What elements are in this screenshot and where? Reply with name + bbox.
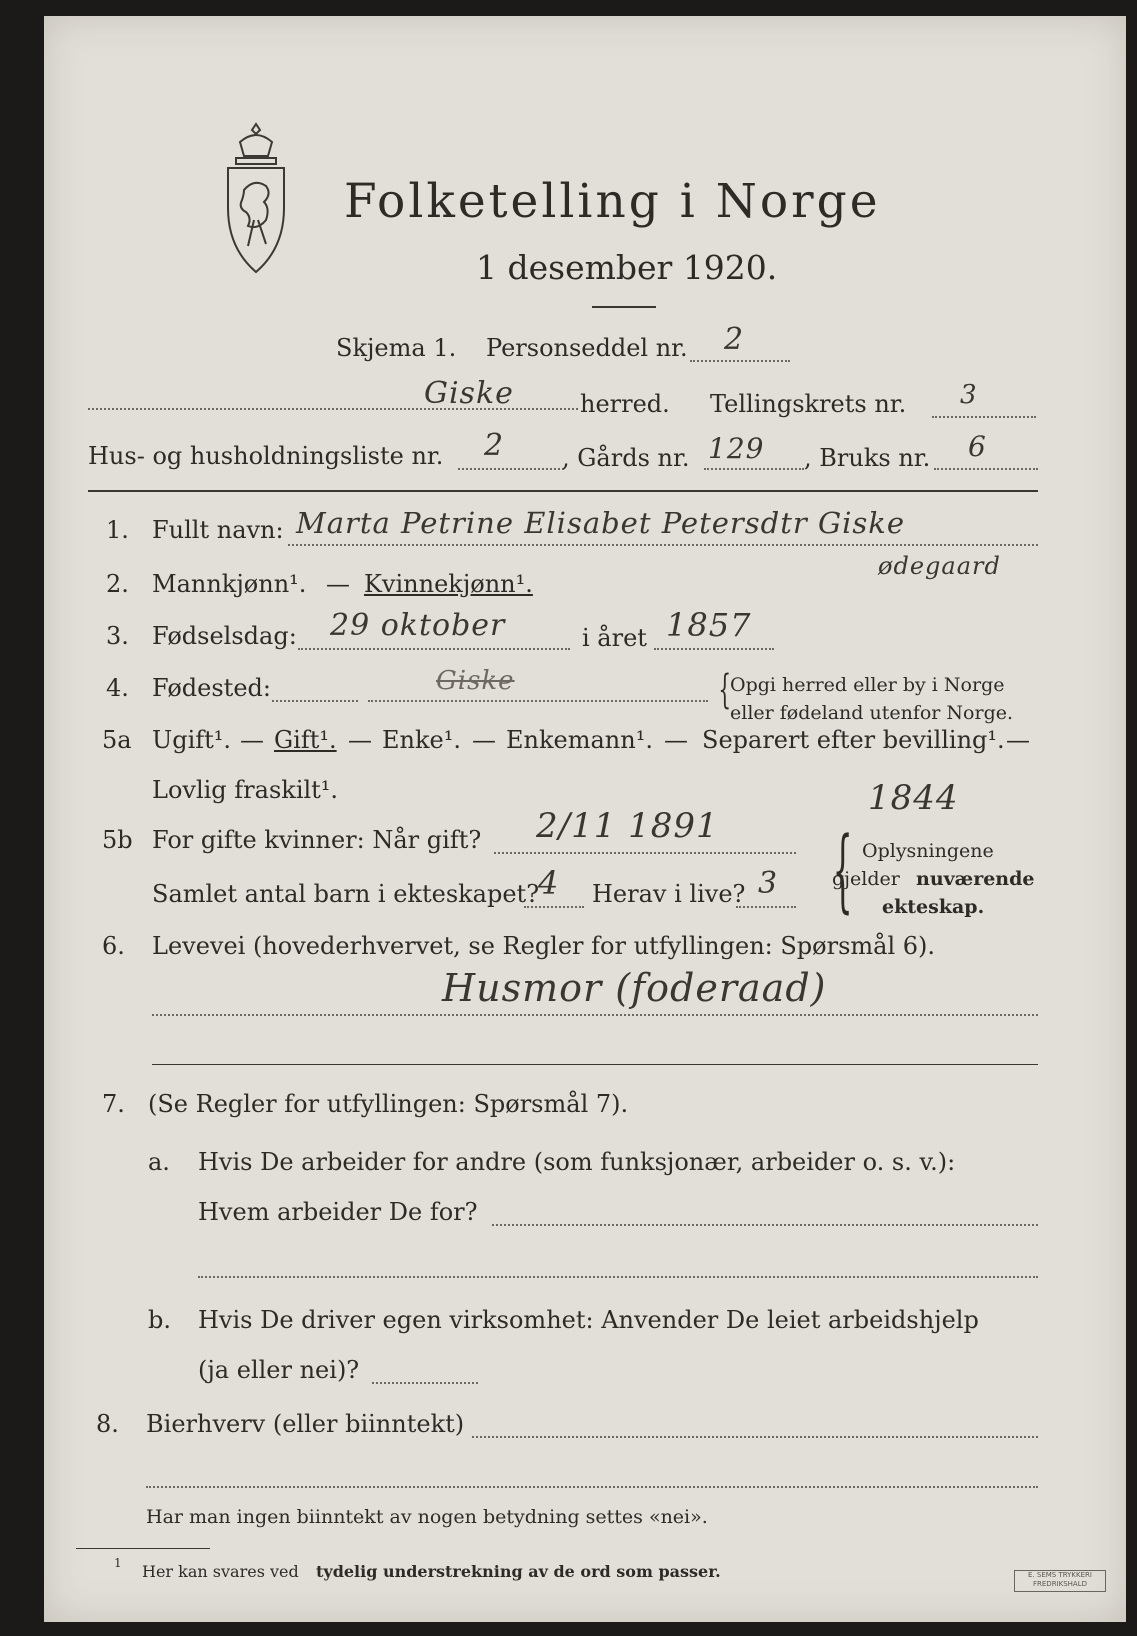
q5a-dash-4: — <box>664 726 688 754</box>
hus-line <box>458 468 564 470</box>
q5a-number: 5a <box>102 726 132 754</box>
hus-label: Hus- og husholdningsliste nr. <box>88 442 444 470</box>
q6-number: 6. <box>102 932 125 960</box>
q5a-dash-5: — <box>1006 726 1030 754</box>
gards-line <box>704 468 804 470</box>
q5a-ugift: Ugift¹. <box>152 726 232 754</box>
q5b-live-value[interactable]: 3 <box>758 866 779 901</box>
q5b-live-label: Herav i live? <box>592 880 746 908</box>
q8-line-1 <box>472 1436 1038 1438</box>
q1-value-2[interactable]: ødegaard <box>878 552 1001 580</box>
q4-line-a <box>272 700 358 702</box>
footnote-text-a: Her kan svares ved <box>142 1562 299 1581</box>
q7a-text: Hvis De arbeider for andre (som funksjonær, arbeider o. s. v.): <box>198 1148 956 1176</box>
q5a-gift[interactable]: Gift¹. <box>274 726 337 754</box>
q6-value[interactable]: Husmor (foderaad) <box>442 966 827 1010</box>
q3-number: 3. <box>106 622 129 650</box>
personseddel-label: Personseddel nr. <box>486 334 688 362</box>
q5b-note-2b: nuværende <box>916 868 1035 890</box>
q7-number: 7. <box>102 1090 125 1118</box>
q4-label: Fødested: <box>152 674 271 702</box>
q5a-dash-3: — <box>472 726 496 754</box>
q8-label: Bierhverv (eller biinntekt) <box>146 1410 465 1438</box>
q7b-question: (ja eller nei)? <box>198 1356 360 1384</box>
bruks-value[interactable]: 6 <box>968 430 987 463</box>
tellingskrets-line <box>932 416 1036 418</box>
q2-mann: Mannkjønn¹. <box>152 570 307 598</box>
tellingskrets-label: Tellingskrets nr. <box>710 390 907 418</box>
q5b-note-1: Oplysningene <box>862 840 994 862</box>
q5b-barn-value[interactable]: 4 <box>538 864 560 902</box>
q3-label: Fødselsdag: <box>152 622 297 650</box>
q8-number: 8. <box>96 1410 119 1438</box>
bruks-line <box>934 468 1038 470</box>
bruks-label: , Bruks nr. <box>804 444 931 472</box>
q5a-lovlig: Lovlig fraskilt¹. <box>152 776 339 804</box>
personseddel-value[interactable]: 2 <box>724 322 745 357</box>
footnote-mark: 1 <box>114 1556 122 1570</box>
q7a-letter: a. <box>148 1148 170 1176</box>
personseddel-line <box>690 360 790 362</box>
q5a-annotation[interactable]: 1844 <box>868 778 959 818</box>
q5a-separert: Separert efter bevilling¹. <box>702 726 1005 754</box>
q4-line-b <box>368 700 708 702</box>
q5a-dash-1: — <box>240 726 264 754</box>
q7b-line <box>372 1382 478 1384</box>
q7a-question: Hvem arbeider De for? <box>198 1198 478 1226</box>
q7a-line-2 <box>198 1276 1038 1278</box>
coat-of-arms-icon <box>214 120 298 278</box>
q3-year-label: i året <box>582 624 647 652</box>
header-rule <box>88 490 1038 492</box>
q3-day-line <box>298 648 570 650</box>
title-divider <box>592 306 656 308</box>
q3-year-value[interactable]: 1857 <box>666 606 752 644</box>
census-form <box>44 16 1126 1622</box>
q4-number: 4. <box>106 674 129 702</box>
q5b-value[interactable]: 2/11 1891 <box>536 806 719 846</box>
hus-value[interactable]: 2 <box>484 428 505 463</box>
q8-line-2 <box>146 1486 1038 1488</box>
q1-label: Fullt navn: <box>152 516 284 544</box>
q1-value[interactable]: Marta Petrine Elisabet Petersdtr Giske <box>296 506 906 540</box>
q5b-number: 5b <box>102 826 133 854</box>
q2-number: 2. <box>106 570 129 598</box>
footer-note: Har man ingen biinntekt av nogen betydning settes «nei». <box>146 1506 708 1528</box>
q5a-dash-2: — <box>348 726 372 754</box>
q2-kvinne[interactable]: Kvinnekjønn¹. <box>364 570 533 598</box>
q7b-text: Hvis De driver egen virksomhet: Anvender De leiet arbeidshjelp <box>198 1306 979 1334</box>
q3-value[interactable]: 29 oktober <box>330 608 506 643</box>
q4-brace: { <box>718 667 732 713</box>
q5b-line <box>494 852 796 854</box>
herred-label: herred. <box>580 390 670 418</box>
q4-note-2: eller fødeland utenfor Norge. <box>730 702 1014 724</box>
printer-stamp <box>1014 1570 1106 1592</box>
q1-number: 1. <box>106 516 129 544</box>
q5b-live-line <box>736 906 796 908</box>
gards-label: , Gårds nr. <box>562 444 690 472</box>
q5b-label: For gifte kvinner: Når gift? <box>152 826 482 854</box>
q4-note-1: Opgi herred eller by i Norge <box>730 674 1005 696</box>
gards-value[interactable]: 129 <box>708 432 765 465</box>
footnote-text-b: tydelig understrekning av de ord som passer. <box>316 1562 721 1581</box>
q6-label: Levevei (hovederhvervet, se Regler for utfyllingen: Spørsmål 6). <box>152 932 936 960</box>
q5b-barn-label: Samlet antal barn i ekteskapet? <box>152 880 540 908</box>
q5a-enkemann: Enkemann¹. <box>506 726 653 754</box>
q5b-note-2a: gjelder <box>832 868 900 890</box>
herred-value[interactable]: Giske <box>424 376 514 411</box>
q6-line-2 <box>152 1064 1038 1065</box>
census-date: 1 desember 1920. <box>476 248 778 287</box>
q2-separator: — <box>326 570 350 598</box>
stamp-line-2: FREDRIKSHALD <box>1032 1580 1087 1588</box>
q6-line-1 <box>152 1014 1038 1016</box>
q5b-brace: { <box>832 818 853 923</box>
q7-label: (Se Regler for utfyllingen: Spørsmål 7). <box>148 1090 629 1118</box>
skjema-label: Skjema 1. <box>336 334 457 362</box>
q3-year-line <box>654 648 774 650</box>
q5b-barn-line <box>524 906 584 908</box>
q5a-enke: Enke¹. <box>382 726 461 754</box>
footnote-rule <box>76 1548 210 1549</box>
q7b-letter: b. <box>148 1306 171 1334</box>
q1-line <box>288 544 1038 546</box>
q7a-line-1 <box>492 1224 1038 1226</box>
q5b-note-3: ekteskap. <box>882 896 985 918</box>
form-title: Folketelling i Norge <box>344 174 881 229</box>
tellingskrets-value[interactable]: 3 <box>960 380 978 410</box>
q4-value[interactable]: Giske <box>436 666 515 696</box>
stamp-line-1: E. SEMS TRYKKERI <box>1028 1571 1092 1579</box>
